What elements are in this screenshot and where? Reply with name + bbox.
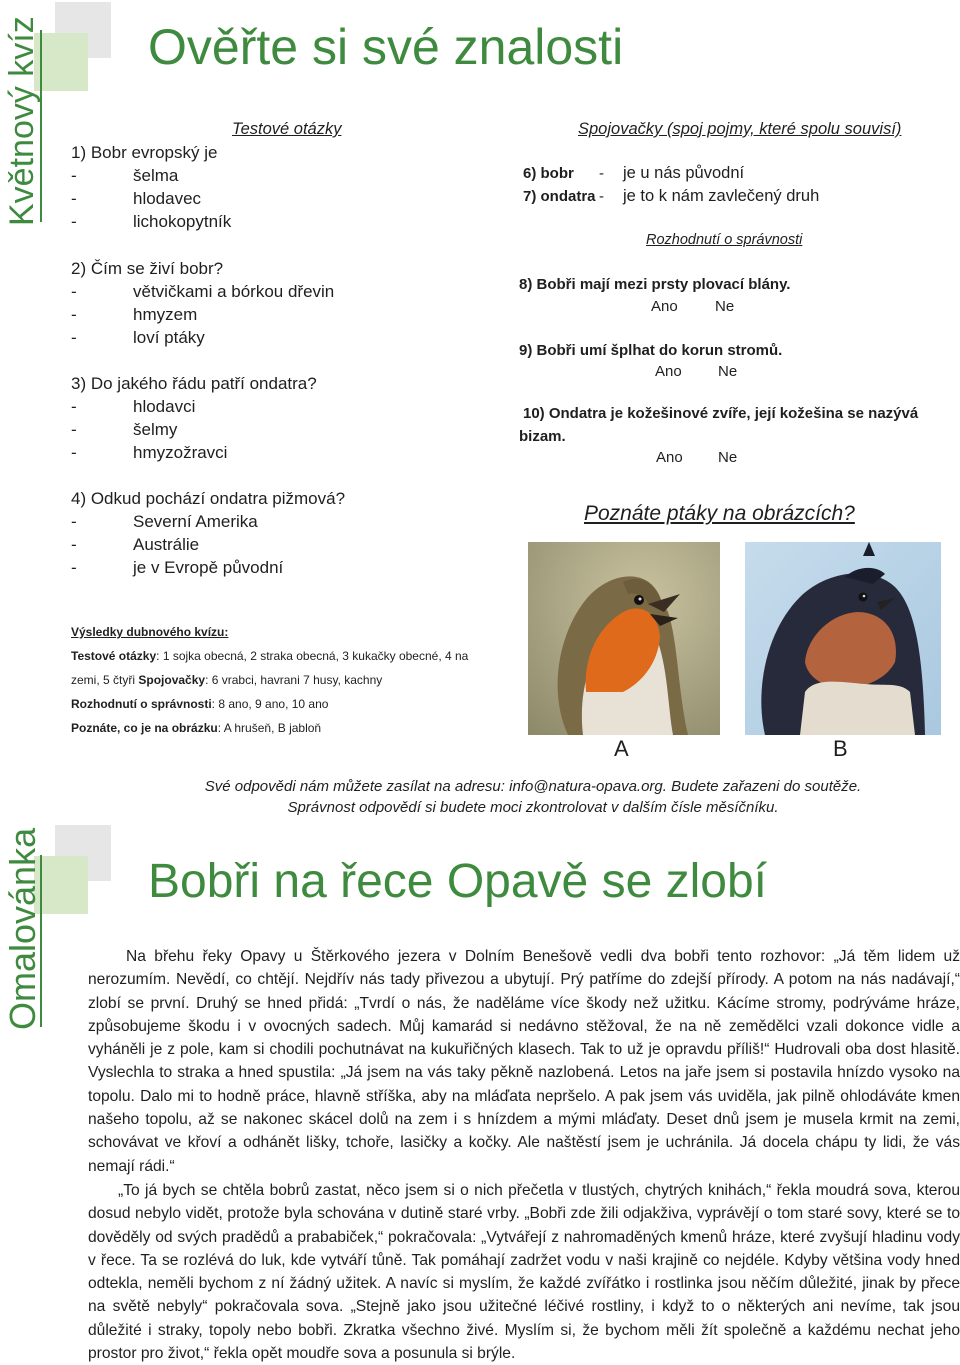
question-2: 2) Čím se živí bobr? <box>71 259 224 278</box>
birds-heading: Poznáte ptáky na obrázcích? <box>584 502 855 525</box>
story-title: Bobři na řece Opavě se zlobí <box>148 855 768 908</box>
photo-label-a: A <box>614 736 629 761</box>
story-paragraph: Na břehu řeky Opavy u Štěrkového jezera v Dolním Benešově vedli dva bobři tento rozhovor: „Já těm lidem už nerozumím. Nevědí, co chtějí. Nejdřív nás tady přivezou a ubytují. Prý patříme do zdejší přírody. A potom na nás nadávají,“ zlobí se první. Druhý se hned přidá: „Tvrdí o nás, že naděláme více škody než užitku. Kácíme stromy, podrýváme hráze, způsobujeme škodu i v ovocných sadech. Můj kamarád si nedávno stěžoval, že na ně zemědělci vzali dokonce vidle a vyháněli je z pole, kam si chodili pochutnávat na kukuřičných klasech. Tak to už je opravdu příliš!“ Hudrovali oba dost hlasitě. Vyslechla to straka a hned spustila: „Já jsem na vás taky pěkně nazlobená. Letos na jaře jsem si postavila hnízdo vysoko na topolu. Dalo mi to hodně práce, hlavně stříška, aby na mláďata nepršelo. A pak jsem vás uviděla, jak pilně ohlodáváte kmen našeho topolu, až se nakonec skácel dolů na zem i s hnízdem a mými mláďaty. Deset dnů jsem je musela krmit na zemi, schovávat ve křoví a odhánět lišky, tchoře, lasičky a kočky. Ale naštěstí jsem je uchránila. Já docela chápu ty lidi, že vás nemají rádi.“ <box>88 948 960 1175</box>
question-4-option: - Austrálie <box>71 535 200 554</box>
decision-9-no: Ne <box>718 363 738 380</box>
decision-heading: Rozhodnutí o správnosti <box>646 232 803 248</box>
results-heading: Výsledky dubnového kvízu: <box>71 625 229 639</box>
decision-10-no: Ne <box>718 449 738 466</box>
decision-8: 8) Bobři mají mezi prsty plovací blány. <box>519 276 791 293</box>
decision-10-yes: Ano <box>656 449 683 466</box>
question-3-option: - hlodavci <box>71 397 196 416</box>
submission-note: Své odpovědi nám můžete zasílat na adresu: info@natura-opava.org. Budete zařazeni do soutěže. <box>204 778 862 795</box>
submission-note-2: Správnost odpovědí si budete moci zkontrolovat v dalším čísle měsíčníku. <box>287 799 779 816</box>
decision-9-yes: Ano <box>655 363 682 380</box>
matching-heading: Spojovačky (spoj pojmy, které spolu souvisí) <box>578 120 902 138</box>
question-2-option: - větvičkami a bórkou dřevin <box>71 282 335 301</box>
question-3-option: - šelmy <box>71 420 178 439</box>
decision-10-cont: bizam. <box>519 428 566 445</box>
results-line: Poznáte, co je na obrázku: A hrušeň, B jabloň <box>71 721 322 735</box>
decision-8-yes: Ano <box>651 298 678 315</box>
decision-9: 9) Bobři umí šplhat do korun stromů. <box>519 342 783 359</box>
matching-row: 6) bobr - je u nás původní <box>523 164 745 182</box>
matching-right: je u nás původní <box>623 164 745 182</box>
photo-robin <box>528 542 720 735</box>
photo-label-b: B <box>833 736 848 761</box>
decor-square-green <box>34 33 88 91</box>
results-line: zemi, 5 čtyři Spojovačky: 6 vrabci, havrani 7 husy, kachny <box>71 673 383 687</box>
side-label-quiz: Květnový kvíz <box>3 16 41 226</box>
matching-right: je to k nám zavlečený druh <box>623 187 820 205</box>
question-3-option: - hmyzožravci <box>71 443 228 462</box>
question-2-option: - loví ptáky <box>71 328 205 347</box>
matching-left: 7) ondatra <box>523 188 596 205</box>
question-2-option: - hmyzem <box>71 305 198 324</box>
matching-left: 6) bobr <box>523 165 574 182</box>
question-1: 1) Bobr evropský je <box>71 143 218 162</box>
question-3: 3) Do jakého řádu patří ondatra? <box>71 374 317 393</box>
story-paragraph: „To já bych se chtěla bobrů zastat, něco jsem si o nich přečetla v tlustých, chytrých knihách,“ řekla moudrá sova, kterou dosud nebylo vidět, protože byla schována v dutině staré vrby. „Bobři zde žili odjakživa, vyprávějí o tom staré sovy, které se to dověděly od svých pradědů a prababiček,“ pokračovala: „Vytvářejí z nahromaděných kmenů hráze, které zvyšují hladinu vody v řece. Ta se rozlévá do luk, kde vytváří tůně. Tak pomáhají zadržet vodu v naši krajině co nejdéle. Kdyby většina vody hned odtekla, neměli bychom z ní žádný užitek. A navíc si myslím, že každé zvířátko i rostlinka jsou něčím důležité, jinak by přece na světě nebyly“ pokračovala sova. „Stejně jako jsou užitečné léčivé rostliny, i když to o některých ani nevíme, tak jsou důležité i straky, topoly nebo bobři. Zkratka všechno živé. Myslím si, že bychom měli žít společně a každému nechat jeho prostor pro život,“ řekla opět moudře sova a posunula si brýle. <box>88 1182 960 1363</box>
results-line: Rozhodnutí o správnosti: 8 ano, 9 ano, 10 ano <box>71 697 329 711</box>
question-4-option: - je v Evropě původní <box>71 558 284 577</box>
test-questions-heading: Testové otázky <box>232 120 342 138</box>
question-1-option: - hlodavec <box>71 189 202 208</box>
question-4: 4) Odkud pochází ondatra pižmová? <box>71 489 346 508</box>
question-4-option: - Severní Amerika <box>71 512 258 531</box>
decision-8-no: Ne <box>715 298 735 315</box>
photo-swallow <box>745 542 941 735</box>
quiz-title: Ověřte si své znalosti <box>148 19 624 75</box>
decision-10: 10) Ondatra je kožešinové zvíře, její kožešina se nazývá <box>523 405 919 422</box>
results-line: Testové otázky: 1 sojka obecná, 2 straka obecná, 3 kukačky obecné, 4 na <box>71 649 469 663</box>
matching-row: 7) ondatra - je to k nám zavlečený druh <box>523 187 820 205</box>
side-label-story: Omalovánka <box>2 827 43 1030</box>
question-1-option: - šelma <box>71 166 179 185</box>
question-1-option: - lichokopytník <box>71 212 232 231</box>
